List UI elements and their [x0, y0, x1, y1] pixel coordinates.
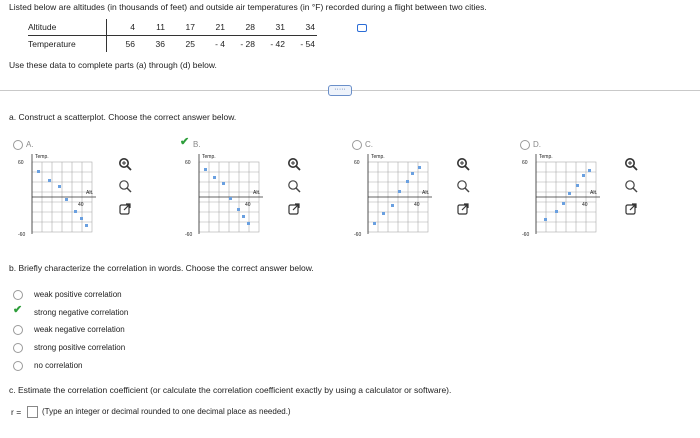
y-top-label: 60 — [185, 160, 191, 166]
answer-prefix: r = — [11, 407, 22, 417]
instructions: Use these data to complete parts (a) through (d) below. — [9, 60, 217, 70]
table-cell: 11 — [137, 19, 167, 36]
table-row-altitude — [28, 19, 317, 36]
option-c-label: C. — [365, 140, 373, 149]
table-cell: 17 — [167, 19, 197, 36]
magnify-out-icon[interactable] — [456, 179, 470, 193]
copy-icon[interactable] — [357, 24, 367, 32]
y-top-label: 60 — [354, 160, 360, 166]
table-cell: 28 — [227, 19, 257, 36]
option-a-label: A. — [26, 140, 34, 149]
table-cell: - 42 — [270, 39, 285, 49]
scatterplot-b[interactable] — [185, 152, 265, 237]
table-cell: 21 — [197, 19, 227, 36]
magnify-in-icon[interactable] — [456, 157, 470, 171]
scatterplot-a[interactable] — [18, 152, 98, 237]
plot-points — [373, 166, 421, 225]
checkmark-icon: ✔ — [180, 136, 190, 148]
plot-points — [204, 168, 250, 225]
table-cell: - 54 — [300, 39, 315, 49]
y-axis-label: Temp. — [371, 154, 385, 160]
more-button[interactable]: ····· — [328, 85, 352, 96]
row-label: Temperature — [28, 36, 107, 53]
magnify-in-icon[interactable] — [118, 157, 132, 171]
part-a-prompt: a. Construct a scatterplot. Choose the correct answer below. — [9, 112, 237, 122]
y-axis-label: Temp. — [539, 154, 553, 160]
answer-input[interactable] — [27, 406, 38, 418]
external-link-icon[interactable] — [119, 203, 131, 215]
table-cell: 31 — [257, 19, 287, 36]
table-row-temperature — [28, 36, 317, 53]
answer-hint: (Type an integer or decimal rounded to one decimal place as needed.) — [42, 407, 291, 416]
table-cell: 25 — [185, 39, 195, 49]
option-c-radio[interactable] — [352, 140, 362, 150]
option-label: no correlation — [34, 361, 83, 370]
y-axis-label: Temp. — [35, 154, 49, 160]
option-label: weak positive correlation — [34, 290, 122, 299]
magnify-out-icon[interactable] — [118, 179, 132, 193]
question-intro: Listed below are altitudes (in thousands of feet) and outside air temperatures (in °F) recorded during a flight between two cities. — [9, 2, 487, 12]
option-b-label: B. — [193, 140, 201, 149]
x-axis-label: Alt. — [86, 190, 94, 196]
scatterplot-c[interactable] — [354, 152, 434, 237]
plot-points — [544, 169, 591, 221]
option-label: weak negative correlation — [34, 325, 125, 334]
external-link-icon[interactable] — [625, 203, 637, 215]
data-table — [28, 19, 317, 52]
option-radio[interactable] — [13, 343, 23, 353]
magnify-out-icon[interactable] — [287, 179, 301, 193]
x-tick-label: 40 — [78, 202, 84, 208]
table-cell: 4 — [107, 19, 138, 36]
table-cell: 36 — [155, 39, 165, 49]
y-top-label: 60 — [18, 160, 24, 166]
y-axis-label: Temp. — [202, 154, 216, 160]
x-tick-label: 40 — [245, 202, 251, 208]
option-radio[interactable] — [13, 325, 23, 335]
option-d-radio[interactable] — [520, 140, 530, 150]
option-d-label: D. — [533, 140, 541, 149]
part-b-prompt: b. Briefly characterize the correlation in words. Choose the correct answer below. — [9, 263, 314, 273]
part-c-prompt: c. Estimate the correlation coefficient (or calculate the correlation coefficient exactly by using a calculator or software). — [9, 385, 452, 395]
x-axis-label: Alt. — [253, 190, 261, 196]
magnify-in-icon[interactable] — [287, 157, 301, 171]
table-cell: 34 — [287, 19, 317, 36]
x-axis-label: Alt. — [422, 190, 430, 196]
y-bottom-label: -60 — [185, 232, 193, 237]
option-label: strong positive correlation — [34, 343, 126, 352]
plot-points — [37, 170, 88, 227]
table-cell: - 28 — [240, 39, 255, 49]
table-cell: 56 — [125, 39, 135, 49]
y-top-label: 60 — [522, 160, 528, 166]
magnify-out-icon[interactable] — [624, 179, 638, 193]
magnify-in-icon[interactable] — [624, 157, 638, 171]
y-bottom-label: -60 — [354, 232, 362, 237]
scatterplot-d[interactable] — [522, 152, 602, 237]
external-link-icon[interactable] — [288, 203, 300, 215]
checkmark-icon: ✔ — [13, 304, 23, 316]
y-bottom-label: -60 — [18, 232, 26, 237]
x-tick-label: 40 — [582, 202, 588, 208]
option-radio[interactable] — [13, 290, 23, 300]
table-cell: - 4 — [215, 39, 225, 49]
x-tick-label: 40 — [414, 202, 420, 208]
option-label: strong negative correlation — [34, 308, 129, 317]
external-link-icon[interactable] — [457, 203, 469, 215]
option-a-radio[interactable] — [13, 140, 23, 150]
y-bottom-label: -60 — [522, 232, 530, 237]
x-axis-label: Alt. — [590, 190, 598, 196]
option-radio[interactable] — [13, 361, 23, 371]
row-label: Altitude — [28, 19, 107, 36]
